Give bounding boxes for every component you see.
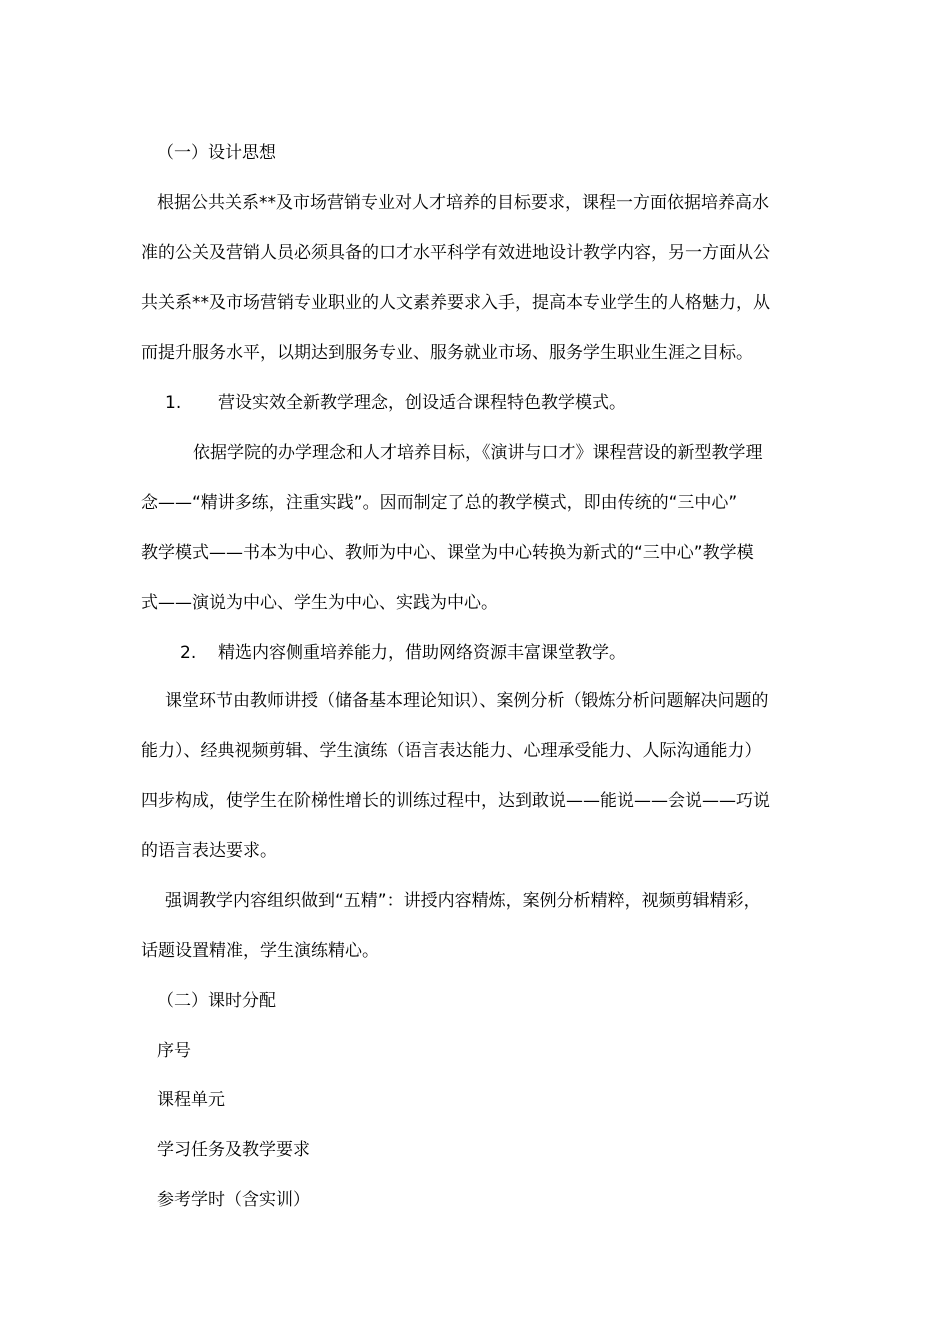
column-label-hours: 参考学时（含实训）: [157, 1190, 310, 1210]
list-item-text: 精选内容侧重培养能力，借助网络资源丰富课堂教学。: [218, 643, 626, 663]
paragraph-line: 能力）、经典视频剪辑、学生演练（语言表达能力、心理承受能力、人际沟通能力）: [141, 741, 762, 761]
paragraph-line: 强调教学内容组织做到“五精”：讲授内容精炼，案例分析精粹，视频剪辑精彩，: [165, 891, 761, 911]
column-label-number: 序号: [157, 1041, 191, 1061]
paragraph-text: 根据公共关系**及市场营销专业对人才培养的目标要求，课程一方面依据培养高水: [157, 193, 769, 213]
column-label-unit: 课程单元: [157, 1090, 225, 1110]
paragraph-line: 四步构成，使学生在阶梯性增长的训练过程中，达到敢说——能说——会说——巧说: [141, 791, 770, 811]
paragraph-line: 教学模式——书本为中心、教师为中心、课堂为中心转换为新式的“三中心”教学模: [141, 543, 754, 563]
paragraph-line: 念——“精讲多练，注重实践”。因而制定了总的教学模式，即由传统的“三中心”: [141, 493, 738, 513]
column-label-task: 学习任务及教学要求: [157, 1140, 310, 1160]
paragraph-line: 依据学院的办学理念和人才培养目标，《演讲与口才》课程营设的新型教学理: [193, 443, 763, 463]
paragraph-line: 式——演说为中心、学生为中心、实践为中心。: [141, 593, 498, 613]
section-heading-design: （一）设计思想: [157, 143, 276, 163]
paragraph-line: 准的公关及营销人员必须具备的口才水平科学有效进地设计教学内容，另一方面从公: [141, 243, 770, 263]
paragraph-line: [157, 190, 809, 216]
section-heading-hours: （二）课时分配: [157, 991, 276, 1011]
list-item-number: 2.: [180, 643, 197, 663]
paragraph-line: 话题设置精准，学生演练精心。: [141, 941, 379, 961]
paragraph-line: 的语言表达要求。: [141, 841, 277, 861]
list-item-text: 营设实效全新教学理念，创设适合课程特色教学模式。: [218, 393, 626, 413]
paragraph-line: 共关系**及市场营销专业职业的人文素养要求入手，提高本专业学生的人格魅力，从: [141, 293, 770, 313]
paragraph-line: 而提升服务水平，以期达到服务专业、服务就业市场、服务学生职业生涯之目标。: [141, 343, 753, 363]
paragraph-line: 课堂环节由教师讲授（储备基本理论知识）、案例分析（锻炼分析问题解决问题的: [165, 691, 769, 711]
list-item-number: 1.: [165, 393, 182, 413]
